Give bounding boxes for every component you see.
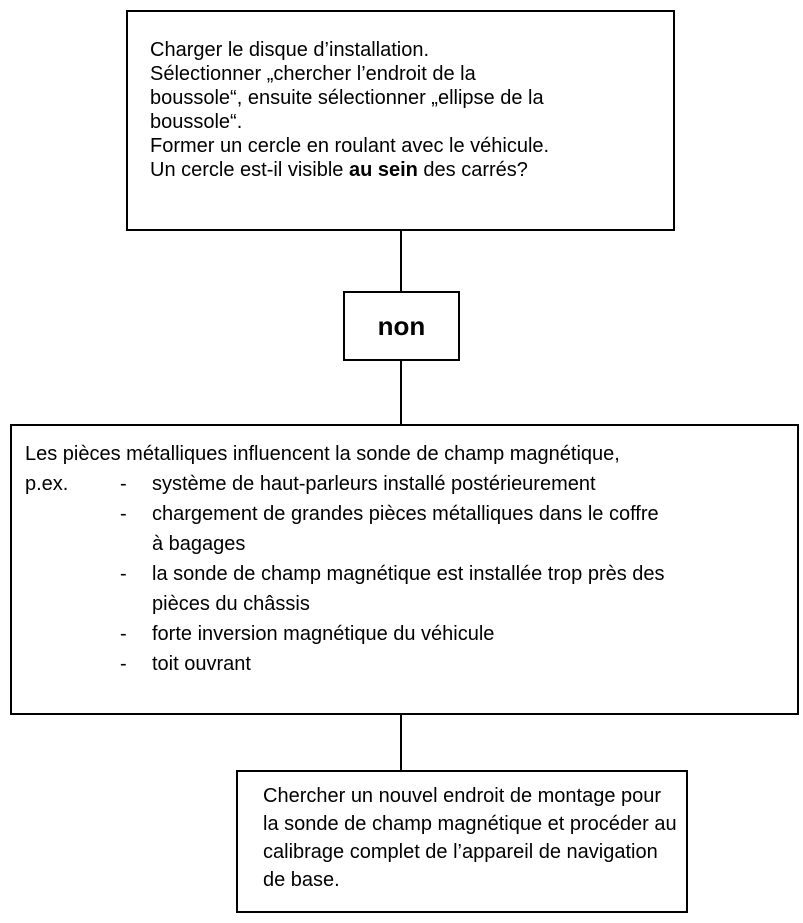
cause-item xyxy=(25,499,797,559)
causes-intro: Les pièces métalliques influencent la sonde de champ magnétique, xyxy=(25,443,620,465)
bullet-dash: - xyxy=(120,473,127,495)
action-line-1: Chercher un nouvel endroit de montage pour xyxy=(263,785,662,807)
cause-text: système de haut-parleurs installé postérieurement xyxy=(152,473,596,495)
connector-line xyxy=(400,231,402,291)
box1-line-5: Former un cercle en roulant avec le véhicule. xyxy=(150,135,550,157)
box1-line-3: boussole“, ensuite sélectionner „ellipse de la xyxy=(150,87,544,109)
cause-item xyxy=(25,619,797,649)
bullet-dash: - xyxy=(120,563,127,585)
causes-box xyxy=(10,424,799,715)
cause-text xyxy=(152,559,665,619)
action-line-2: la sonde de champ magnétique et procéder au xyxy=(263,813,677,835)
bullet-dash: - xyxy=(120,623,127,645)
answer-box xyxy=(343,291,460,361)
cause-text xyxy=(152,499,659,559)
question-pre: Un cercle est-il visible xyxy=(150,159,349,181)
connector-line xyxy=(400,715,402,770)
action-line-3: calibrage complet de l’appareil de navigation xyxy=(263,841,658,863)
cause-text-line1: chargement de grandes pièces métalliques dans le coffre xyxy=(152,503,659,525)
connector-line xyxy=(400,361,402,424)
bullet-dash: - xyxy=(120,503,127,525)
cause-text: forte inversion magnétique du véhicule xyxy=(152,623,495,645)
cause-item xyxy=(25,649,797,679)
question-bold: au sein xyxy=(348,159,418,181)
box1-question xyxy=(150,158,673,182)
example-prefix: p.ex. xyxy=(25,473,69,495)
question-post: des carrés? xyxy=(417,159,528,181)
answer-label: non xyxy=(377,311,426,341)
action-box xyxy=(236,770,688,913)
box1-line-1: Charger le disque d’installation. xyxy=(150,39,430,61)
cause-text-line2: pièces du châssis xyxy=(152,593,310,615)
cause-text-line1: la sonde de champ magnétique est installée trop près des xyxy=(152,563,665,585)
cause-text-line2: à bagages xyxy=(152,533,246,555)
cause-item xyxy=(25,559,797,619)
action-line-4: de base. xyxy=(263,869,340,891)
box1-line-2: Sélectionner „chercher l’endroit de la xyxy=(150,63,476,85)
cause-text: toit ouvrant xyxy=(152,653,251,675)
step-box-question xyxy=(126,10,675,231)
box1-line-4: boussole“. xyxy=(150,111,243,133)
bullet-dash: - xyxy=(120,653,127,675)
cause-item xyxy=(25,469,797,499)
